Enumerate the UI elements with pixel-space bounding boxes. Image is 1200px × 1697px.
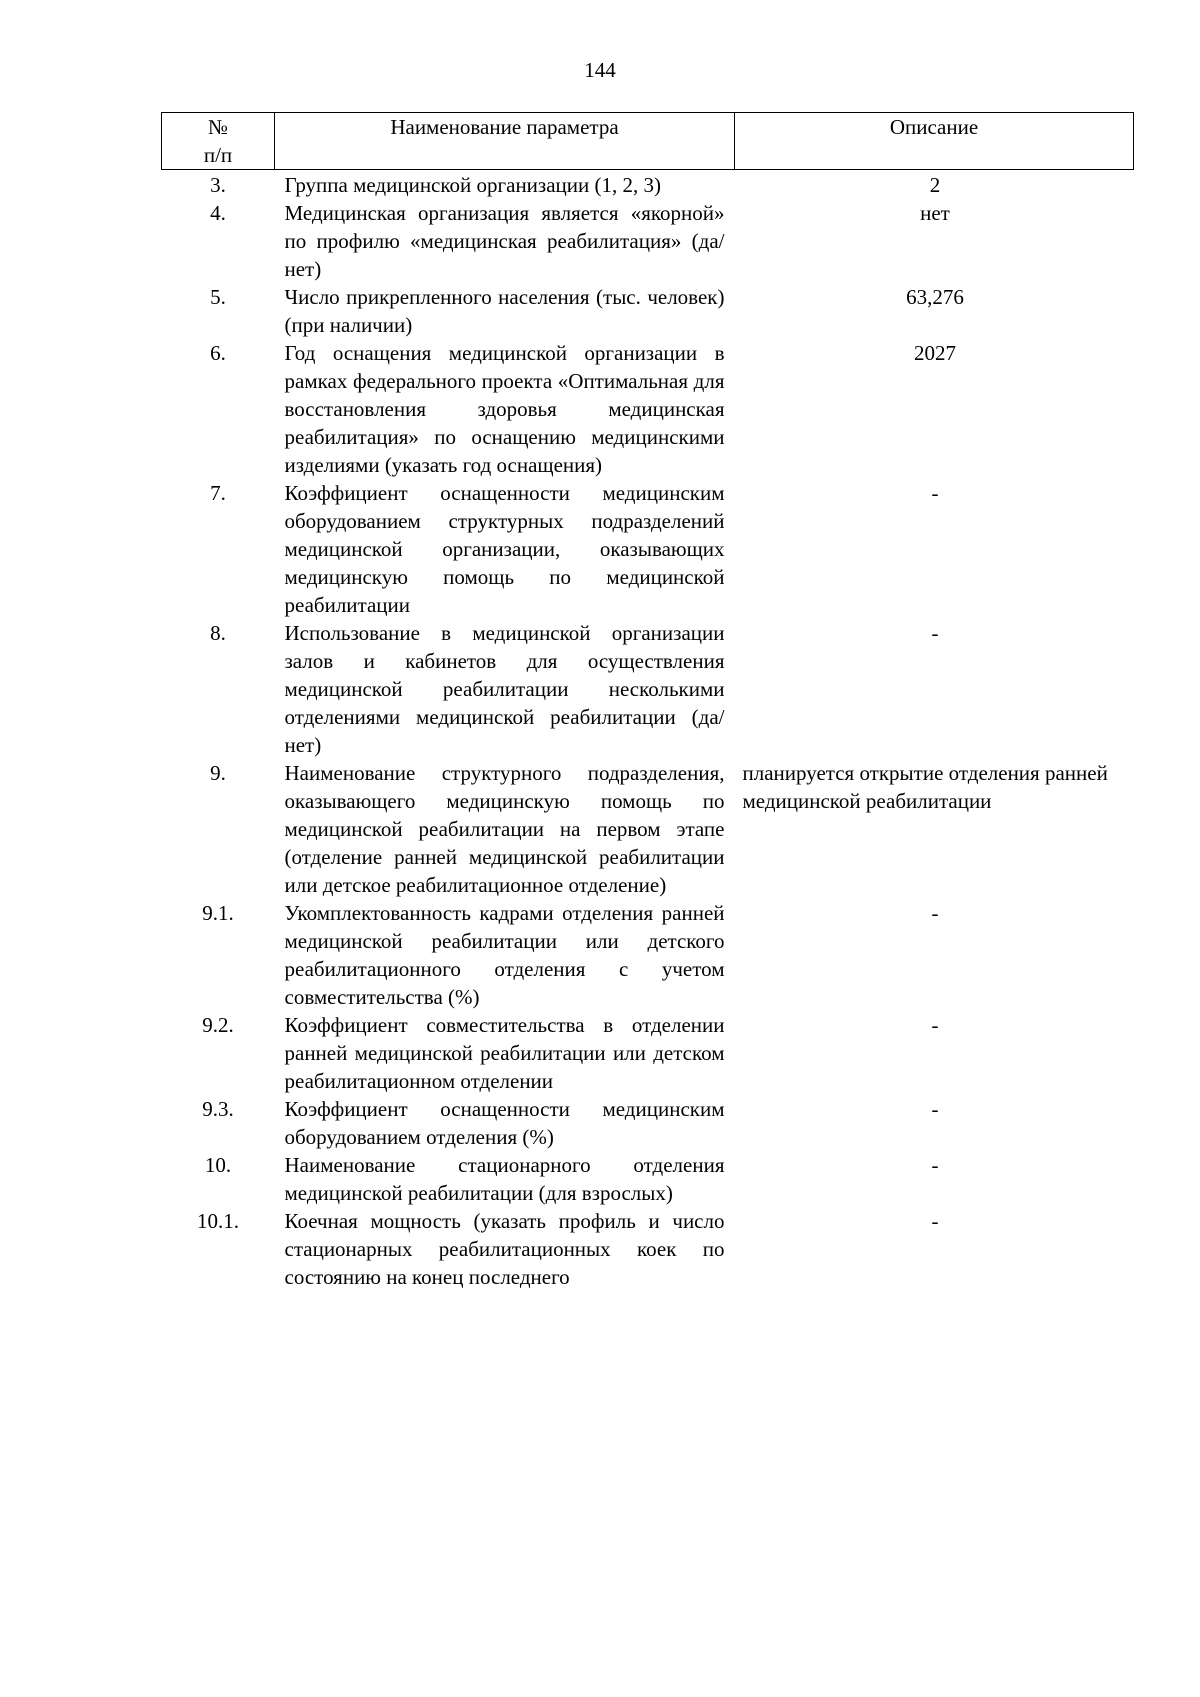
row-number: 8.: [210, 621, 226, 645]
row-description: -: [931, 621, 939, 645]
row-number: 5.: [210, 285, 226, 309]
row-parameter-name: Коэффициент совместительства в отделении ранней медицинской реабилитации или детском реабилитационном отделении: [284, 1013, 725, 1093]
table-row: [162, 1011, 1134, 1095]
row-number: 9.: [210, 761, 226, 785]
row-number: 10.1.: [197, 1209, 239, 1233]
row-description: -: [931, 1097, 939, 1121]
table-row: [162, 899, 1134, 1011]
row-parameter-name: Коечная мощность (указать профиль и число стационарных реабилитационных коек по состоянию на конец последнего: [284, 1209, 725, 1289]
row-parameter-name: Год оснащения медицинской организации в рамках федерального проекта «Оптимальная для восстановления здоровья медицинская реабилитация» по оснащению медицинскими изделиями (указать год оснащения): [284, 341, 725, 477]
table-row: [162, 619, 1134, 759]
table-row: [162, 1207, 1134, 1291]
row-description: 2: [929, 173, 941, 197]
header-parameter-name: Наименование параметра: [275, 113, 735, 170]
row-description: -: [931, 901, 939, 925]
header-number-abbr: п/п: [203, 143, 233, 167]
table-row: [162, 479, 1134, 619]
row-number: 10.: [204, 1153, 232, 1177]
row-description: 2027: [914, 341, 956, 365]
table-row: [162, 759, 1134, 899]
row-parameter-name: Число прикрепленного населения (тыс. человек) (при наличии): [284, 285, 725, 337]
row-parameter-name: Группа медицинской организации (1, 2, 3): [284, 173, 661, 197]
row-number: 6.: [210, 341, 226, 365]
row-number: 4.: [210, 201, 226, 225]
page-number: 144: [584, 58, 616, 82]
table-row: [162, 339, 1134, 479]
row-number: 9.2.: [202, 1013, 234, 1037]
row-parameter-name: Коэффициент оснащенности медицинским оборудованием структурных подразделений медицинской организации, оказывающих медицинскую помощь по медицинской реабилитации: [284, 481, 725, 617]
header-number: [162, 113, 275, 170]
row-parameter-name: Коэффициент оснащенности медицинским оборудованием отделения (%): [284, 1097, 725, 1149]
row-parameter-name: Наименование структурного подразделения, оказывающего медицинскую помощь по медицинской реабилитации на первом этапе (отделение ранней медицинской реабилитации или детское реабилитационное отделение): [284, 761, 725, 897]
table-row: [162, 199, 1134, 283]
header-description: Описание: [735, 113, 1134, 170]
row-parameter-name: Медицинская организация является «якорной» по профилю «медицинская реабилитация» (да/нет): [284, 201, 725, 281]
row-description: -: [931, 1209, 939, 1233]
row-description: 63,276: [906, 285, 964, 309]
row-number: 3.: [210, 173, 226, 197]
row-description: -: [931, 1013, 939, 1037]
table-row: [162, 1095, 1134, 1151]
table-header-row: [162, 113, 1134, 170]
row-number: 7.: [210, 481, 226, 505]
row-number: 9.1.: [202, 901, 234, 925]
parameters-table: [161, 112, 1134, 1291]
row-parameter-name: Укомплектованность кадрами отделения ранней медицинской реабилитации или детского реабилитационного отделения с учетом совместительства (%): [284, 901, 725, 1009]
row-description: планируется открытие отделения ранней медицинской реабилитации: [742, 761, 1108, 813]
table-row: [162, 1151, 1134, 1207]
row-parameter-name: Наименование стационарного отделения медицинской реабилитации (для взрослых): [284, 1153, 725, 1205]
row-parameter-name: Использование в медицинской организации залов и кабинетов для осуществления медицинской реабилитации несколькими отделениями медицинской реабилитации (да/нет): [284, 621, 725, 757]
row-description: -: [931, 1153, 939, 1177]
row-description: -: [931, 481, 939, 505]
table-row: [162, 170, 1134, 200]
header-number-symbol: №: [207, 115, 229, 139]
table-row: [162, 283, 1134, 339]
row-description: нет: [920, 201, 950, 225]
row-number: 9.3.: [202, 1097, 234, 1121]
